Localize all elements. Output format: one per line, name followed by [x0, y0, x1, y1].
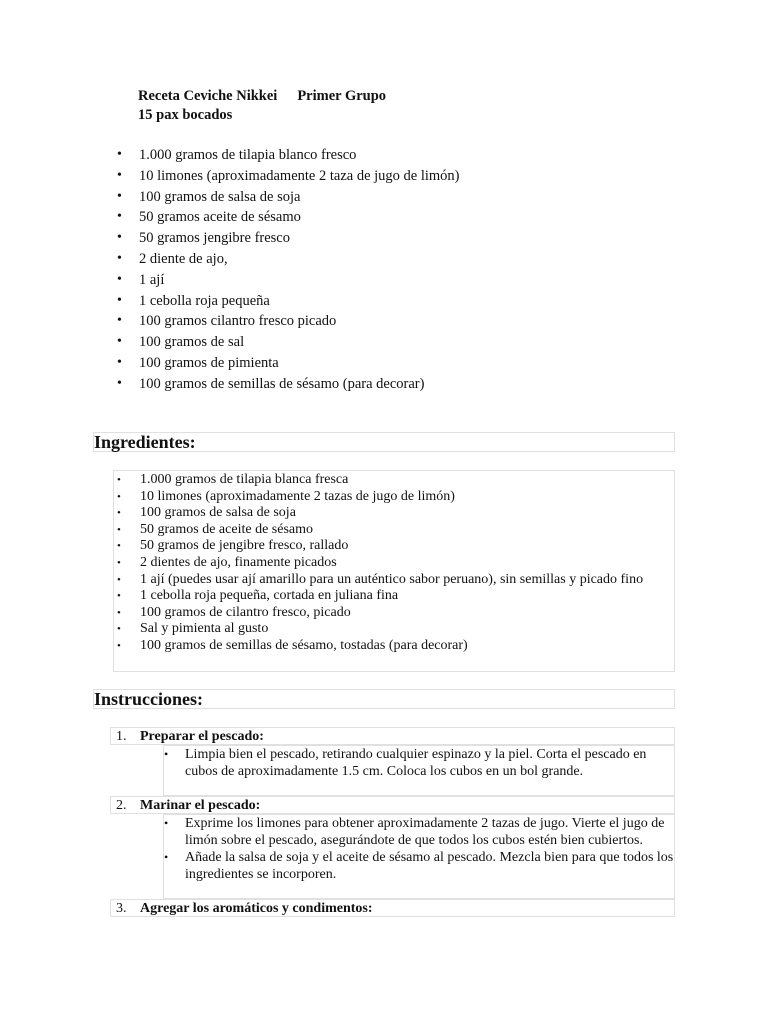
list-item: • 1.000 gramos de tilapia blanca fresca: [114, 472, 674, 489]
step-number: 3.: [116, 901, 127, 916]
list-item: • 100 gramos de semillas de sésamo (para decorar): [117, 374, 460, 395]
list-item: • 2 dientes de ajo, finamente picados: [114, 555, 674, 572]
list-item: • Añade la salsa de soja y el aceite de sésamo al pescado. Mezcla bien para que todos los ingredientes se incorporen.: [164, 849, 674, 883]
list-item: • 100 gramos de salsa de soja: [114, 505, 674, 522]
instruction-step: [110, 899, 675, 917]
instructions-heading-text: Instrucciones:: [94, 689, 203, 709]
list-item: • 100 gramos de pimienta: [117, 353, 460, 374]
ingredients-heading: [93, 432, 675, 452]
step-number: 2.: [116, 798, 127, 813]
recipe-title: [138, 88, 386, 105]
list-item: • Limpia bien el pescado, retirando cualquier espinazo y la piel. Corta el pescado en cubos de aproximadamente 1.5 cm. Coloca los cubos en un bol grande.: [164, 746, 674, 780]
list-item: • 50 gramos de jengibre fresco, rallado: [114, 538, 674, 555]
step-number: 1.: [116, 729, 127, 744]
ingredients-list: [114, 472, 674, 655]
step-title: Marinar el pescado:: [140, 798, 261, 813]
list-item: • 1 ají (puedes usar ají amarillo para un auténtico sabor peruano), sin semillas y picado fino: [114, 572, 674, 589]
list-item: • 50 gramos aceite de sésamo: [117, 207, 460, 228]
instruction-step: [110, 727, 675, 745]
list-item: • 1 ají: [117, 270, 460, 291]
step-details: [163, 814, 675, 899]
ingredients-box: [113, 470, 675, 672]
list-item: • 100 gramos de semillas de sésamo, tostadas (para decorar): [114, 638, 674, 655]
list-item: • 100 gramos de cilantro fresco, picado: [114, 605, 674, 622]
list-item: • 1 cebolla roja pequeña, cortada en juliana fina: [114, 588, 674, 605]
ingredients-heading-text: Ingredientes:: [94, 432, 196, 452]
list-item: • 100 gramos de salsa de soja: [117, 187, 460, 208]
instructions-heading: [93, 689, 675, 709]
list-item: • Exprime los limones para obtener aproximadamente 2 tazas de jugo. Vierte el jugo de limón sobre el pescado, asegurándote de que todos los cubos estén bien cubiertos.: [164, 815, 674, 849]
list-item: • 100 gramos cilantro fresco picado: [117, 311, 460, 332]
instruction-step: [110, 796, 675, 814]
list-item: • 10 limones (aproximadamente 2 taza de jugo de limón): [117, 166, 460, 187]
recipe-name: Receta Ceviche Nikkei: [138, 88, 278, 104]
recipe-subtitle: 15 pax bocados: [138, 107, 233, 123]
list-item: • 100 gramos de sal: [117, 332, 460, 353]
list-item: • 10 limones (aproximadamente 2 tazas de jugo de limón): [114, 489, 674, 506]
list-item: • 50 gramos jengibre fresco: [117, 228, 460, 249]
step-details: [163, 745, 675, 796]
list-item: • Sal y pimienta al gusto: [114, 621, 674, 638]
initial-ingredient-list: [117, 145, 460, 395]
list-item: • 1 cebolla roja pequeña: [117, 291, 460, 312]
list-item: • 2 diente de ajo,: [117, 249, 460, 270]
step-title: Agregar los aromáticos y condimentos:: [140, 901, 373, 916]
list-item: • 50 gramos de aceite de sésamo: [114, 522, 674, 539]
list-item: • 1.000 gramos de tilapia blanco fresco: [117, 145, 460, 166]
group-name: Primer Grupo: [297, 88, 387, 104]
step-title: Preparar el pescado:: [140, 729, 264, 744]
